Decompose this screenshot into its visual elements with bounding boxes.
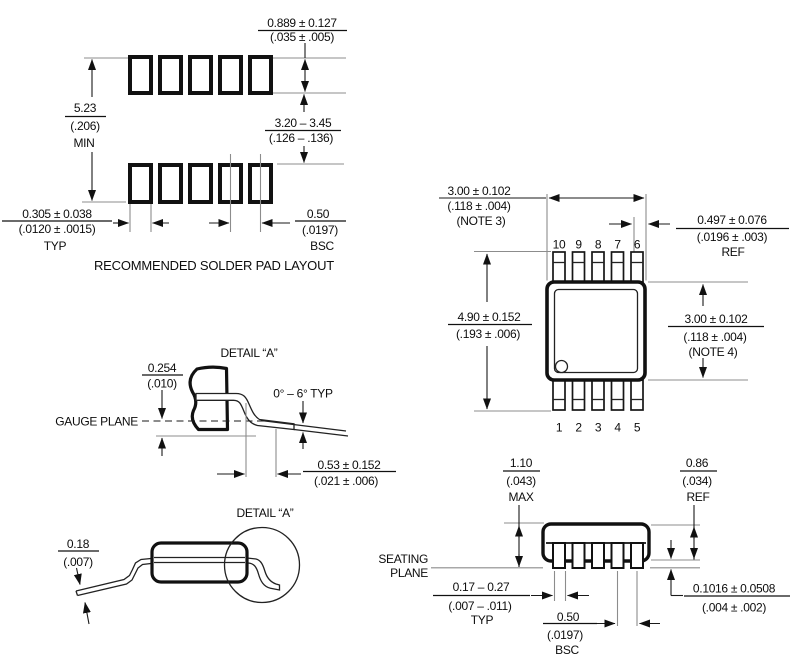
dim-body-height-mm: 0.86 bbox=[685, 456, 709, 470]
dim-standoff-inch: (.004 ± .002) bbox=[701, 600, 767, 615]
dim-pad-width-qual: TYP bbox=[43, 239, 67, 253]
pin-number: 9 bbox=[575, 237, 582, 252]
dim-lead-width-mm: 0.17 – 0.27 bbox=[452, 580, 510, 594]
dim-pad-pitch-inch: (.0197) bbox=[302, 223, 338, 237]
foot-angle-label: 0° – 6° TYP bbox=[273, 386, 333, 401]
front-pin bbox=[631, 543, 643, 568]
pin-7 bbox=[612, 252, 624, 282]
pin-6 bbox=[631, 252, 643, 282]
dim-gauge-offset-mm: 0.254 bbox=[147, 361, 177, 375]
package-front-view bbox=[378, 456, 790, 657]
pin1-indicator-dot bbox=[556, 361, 568, 373]
pin-number: 4 bbox=[614, 420, 621, 435]
detail-a-title: DETAIL “A” bbox=[220, 346, 278, 360]
dim-pitch-mm: 0.50 bbox=[556, 610, 580, 624]
seating-plane-label-line2: PLANE bbox=[390, 566, 428, 580]
solder-pad bbox=[220, 57, 241, 93]
dim-pad-width-mm: 0.305 ± 0.038 bbox=[22, 207, 92, 221]
detail-a-view bbox=[55, 346, 396, 488]
pin-5 bbox=[631, 380, 643, 410]
dim-lead-span-inch: (.118 ± .004) bbox=[683, 330, 747, 344]
pin-number: 6 bbox=[633, 237, 641, 252]
solder-pads-top-row bbox=[130, 57, 271, 93]
dim-row-gap-inch: (.126 – .136) bbox=[268, 131, 334, 145]
dim-row-gap-mm: 3.20 – 3.45 bbox=[274, 116, 332, 130]
dim-lead-thickness-inch: (.007) bbox=[63, 555, 93, 569]
dim-height-mm: 1.10 bbox=[509, 456, 533, 470]
dim-lead-offset-qual: REF bbox=[721, 245, 745, 259]
solder-pads-bottom-row bbox=[130, 165, 271, 202]
dim-arrow bbox=[77, 568, 81, 585]
solder-pad-layout-view bbox=[2, 16, 347, 273]
dim-foot-length-inch: (.021 ± .006) bbox=[313, 474, 379, 488]
pin-9 bbox=[573, 252, 585, 282]
dim-pitch-inch: (.0197) bbox=[547, 628, 583, 642]
solder-pad bbox=[190, 57, 211, 93]
front-pin bbox=[612, 543, 624, 568]
dim-row-span-inch: (.206) bbox=[70, 119, 100, 133]
dim-body-width-inch: (.118 ± .004) bbox=[447, 199, 511, 213]
dim-pad-pitch-qual: BSC bbox=[310, 239, 334, 253]
dim-body-height-inch: (.034) bbox=[682, 474, 712, 488]
dim-row-span-qual: MIN bbox=[73, 136, 95, 150]
dim-pad-width-inch: (.0120 ± .0015) bbox=[18, 222, 96, 236]
dim-body-width-note: (NOTE 3) bbox=[456, 214, 506, 228]
detail-a-callout-title: DETAIL “A” bbox=[236, 506, 294, 520]
dim-lead-width-qual: TYP bbox=[470, 613, 494, 627]
dim-pad-height-inch: (.035 ± .005) bbox=[269, 30, 335, 44]
pin-number: 8 bbox=[594, 237, 602, 252]
dim-body-width-mm: 3.00 ± 0.102 bbox=[447, 184, 511, 198]
dim-standoff-mm: 0.1016 ± 0.0508 bbox=[692, 581, 776, 596]
pin-number: 3 bbox=[594, 420, 602, 435]
dim-body-length-inch: (.193 ± .006) bbox=[455, 327, 521, 341]
solder-pad-layout-caption: RECOMMENDED SOLDER PAD LAYOUT bbox=[93, 258, 335, 273]
gauge-plane-label: GAUGE PLANE bbox=[55, 414, 138, 429]
solder-pad bbox=[130, 165, 151, 202]
solder-pad bbox=[130, 57, 151, 93]
dim-arrow bbox=[85, 603, 89, 625]
dim-pad-pitch-mm: 0.50 bbox=[306, 207, 330, 221]
pin-number: 2 bbox=[575, 420, 582, 435]
top-pins bbox=[553, 252, 643, 282]
solder-pad bbox=[190, 165, 211, 202]
bottom-pins bbox=[553, 380, 643, 410]
pin-number: 5 bbox=[633, 420, 641, 435]
dim-lead-width-inch: (.007 – .011) bbox=[448, 599, 512, 613]
dim-lead-thickness-mm: 0.18 bbox=[66, 537, 90, 551]
dim-height-inch: (.043) bbox=[506, 474, 536, 488]
front-pin bbox=[573, 543, 585, 568]
dim-pitch-qual: BSC bbox=[555, 643, 579, 657]
pin-10 bbox=[553, 252, 565, 282]
dim-pad-height-mm: 0.889 ± 0.127 bbox=[267, 16, 337, 30]
package-side-view bbox=[58, 506, 300, 624]
pin-8 bbox=[592, 252, 604, 282]
solder-pad bbox=[160, 165, 181, 202]
pin-4 bbox=[612, 380, 624, 410]
front-pin bbox=[592, 543, 604, 568]
dim-body-length-mm: 4.90 ± 0.152 bbox=[457, 310, 521, 324]
package-top-view bbox=[439, 184, 789, 435]
pin-number: 10 bbox=[552, 237, 566, 252]
extension-lines bbox=[82, 58, 346, 232]
pin-1 bbox=[553, 380, 565, 410]
dim-lead-offset-inch: (.0196 ± .003) bbox=[696, 230, 768, 244]
pin-numbers-bottom bbox=[556, 421, 641, 435]
pin-number: 1 bbox=[555, 420, 563, 435]
pin-numbers-top bbox=[553, 238, 641, 252]
dim-lead-span-mm: 3.00 ± 0.102 bbox=[684, 312, 748, 326]
solder-pad bbox=[250, 57, 271, 93]
pin-3 bbox=[592, 380, 604, 410]
pin-number: 7 bbox=[614, 237, 621, 252]
dim-lead-offset-mm: 0.497 ± 0.076 bbox=[697, 213, 767, 227]
front-pin bbox=[553, 543, 565, 568]
dim-lead-span-note: (NOTE 4) bbox=[688, 345, 738, 359]
seating-plane-label-line1: SEATING bbox=[378, 552, 428, 566]
dim-row-span-mm: 5.23 bbox=[73, 101, 97, 115]
solder-pad bbox=[160, 57, 181, 93]
dim-height-qual: MAX bbox=[508, 490, 534, 504]
dim-gauge-offset-inch: (.010) bbox=[147, 376, 177, 391]
dim-body-height-qual: REF bbox=[686, 490, 710, 504]
right-lead-profile bbox=[247, 558, 280, 590]
dim-foot-length-mm: 0.53 ± 0.152 bbox=[317, 458, 381, 472]
lead-tip bbox=[76, 591, 78, 596]
pin-2 bbox=[573, 380, 585, 410]
